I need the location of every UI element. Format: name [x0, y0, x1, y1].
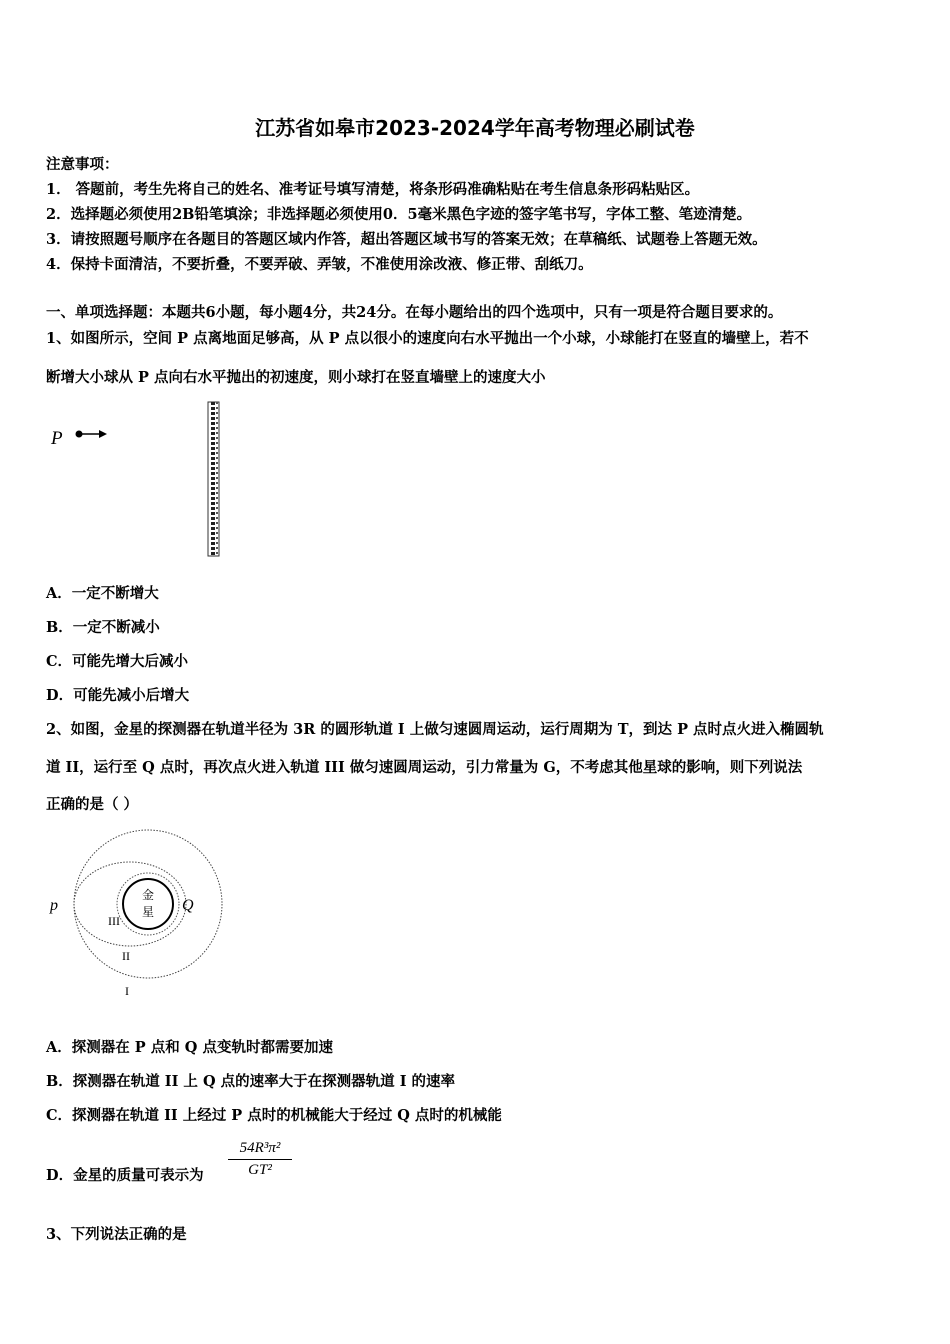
q2-stem-line2: 道 II，运行至 Q 点时，再次点火进入轨道 III 做匀速圆周运动，引力常量为 G，不考虑其他星球的影响，则下列说法: [46, 759, 803, 776]
q1-figure: [45, 398, 235, 560]
q1-stem-line2: 断增大小球从 P 点向右水平抛出的初速度，则小球打在竖直墙壁上的速度大小: [46, 369, 546, 386]
point-p-label: P: [51, 428, 63, 449]
q2-option-c: C．探测器在轨道 II 上经过 P 点时的机械能大于经过 Q 点时的机械能: [46, 1107, 502, 1124]
section-heading: 一、单项选择题：本题共6小题，每小题4分，共24分。在每小题给出的四个选项中，只有一项是符合题目要求的。: [46, 304, 783, 321]
q2-stem-line1: 2、如图，金星的探测器在轨道半径为 3R 的圆形轨道 I 上做匀速圆周运动，运行周期为 T，到达 P 点时点火进入椭圆轨: [46, 721, 824, 738]
page-title: 江苏省如皋市2023-2024学年高考物理必刷试卷: [255, 116, 695, 140]
planet-label-1: 金: [141, 888, 155, 902]
notice-item-4: 4．保持卡面清洁，不要折叠，不要弄破、弄皱，不准使用涂改液、修正带、刮纸刀。: [46, 256, 593, 273]
orbit-ii-label: II: [122, 949, 130, 963]
q2-orbit-figure: [44, 828, 244, 1003]
mass-formula: [228, 1140, 292, 1179]
q1-option-d: D．可能先减小后增大: [46, 687, 190, 704]
notice-item-1: 1． 答题前，考生先将自己的姓名、准考证号填写清楚，将条形码准确粘贴在考生信息条形码粘贴区。: [46, 181, 700, 198]
orbit-iii-label: III: [108, 914, 120, 928]
formula-denominator: GT²: [248, 1162, 272, 1178]
notice-item-2: 2．选择题必须使用2B铅笔填涂；非选择题必须使用0．5毫米黑色字迹的签字笔书写，字体工整、笔迹清楚。: [46, 206, 752, 223]
q1-stem-line1: 1、如图所示，空间 P 点离地面足够高，从 P 点以很小的速度向右水平抛出一个小球，小球能打在竖直的墙壁上，若不: [46, 330, 809, 347]
q2-option-d: D．金星的质量可表示为: [46, 1167, 204, 1184]
q1-option-b: B．一定不断减小: [46, 619, 160, 636]
q2-stem-line3: 正确的是（ ）: [46, 796, 139, 813]
notice-item-3: 3．请按照题号顺序在各题目的答题区域内作答，超出答题区域书写的答案无效；在草稿纸、试题卷上答题无效。: [46, 231, 767, 248]
q1-option-c: C．可能先增大后减小: [46, 653, 189, 670]
orbit-i-label: I: [125, 984, 129, 998]
planet-label-2: 星: [141, 905, 155, 919]
q3-stem-line1: 3、下列说法正确的是: [46, 1226, 187, 1243]
q2-option-b: B．探测器在轨道 II 上 Q 点的速率大于在探测器轨道 I 的速率: [46, 1073, 456, 1090]
arrow-head: [99, 430, 107, 438]
q2-option-a: A．探测器在 P 点和 Q 点变轨时都需要加速: [46, 1039, 333, 1056]
point-q-label: Q: [182, 897, 194, 914]
q1-option-a: A．一定不断增大: [46, 585, 159, 602]
venus-planet: [123, 879, 173, 929]
notice-heading: 注意事项：: [46, 156, 119, 173]
formula-numerator: 54R³π²: [228, 1140, 292, 1160]
point-p-label: p: [50, 897, 58, 914]
vertical-wall: [208, 402, 219, 556]
